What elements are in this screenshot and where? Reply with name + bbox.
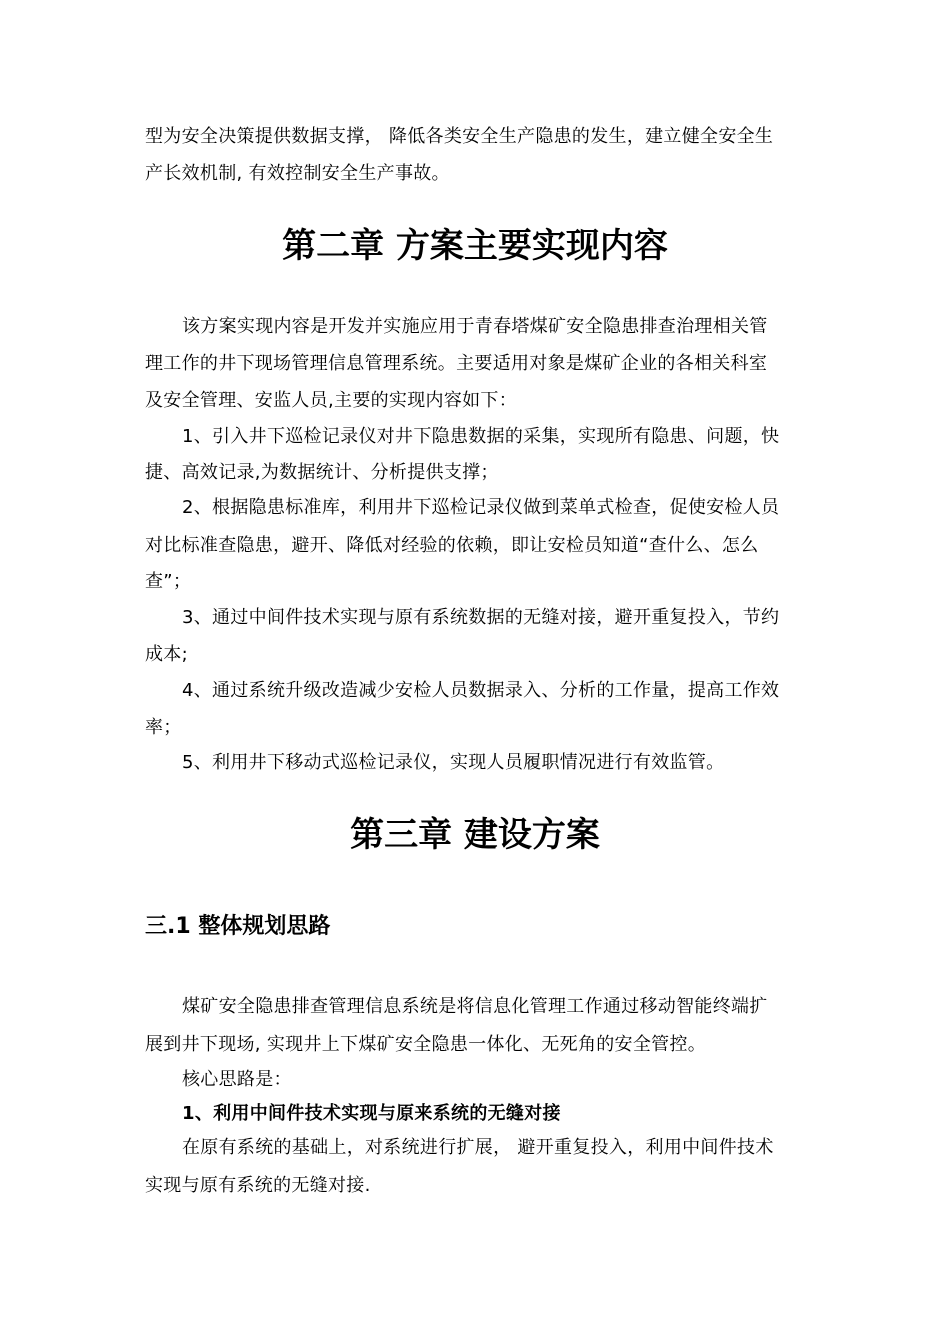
list-item-3-line-2: 成本; [145, 644, 188, 665]
chapter2-para-line-1: 该方案实现内容是开发并实施应用于青春塔煤矿安全隐患排查治理相关管 [182, 316, 768, 337]
intro-line-2: 产长效机制, 有效控制安全生产事故。 [145, 163, 450, 184]
chapter2-title: 第二章 方案主要实现内容 [282, 226, 668, 266]
list-item-1-line-2: 捷、高效记录,为数据统计、分析提供支撑； [145, 462, 499, 483]
list-item-5-line-1: 5、利用井下移动式巡检记录仪，实现人员履职情况进行有效监管。 [182, 752, 725, 773]
chapter2-para-line-2: 理工作的井下现场管理信息管理系统。主要适用对象是煤矿企业的各相关科室 [145, 353, 768, 374]
list-item-4-line-2: 率； [145, 717, 182, 738]
core-idea-label: 核心思路是： [182, 1069, 292, 1090]
chapter3-para-line-2: 展到井下现场, 实现井上下煤矿安全隐患一体化、无死角的安全管控。 [145, 1034, 707, 1055]
list-item-3-line-1: 3、通过中间件技术实现与原有系统数据的无缝对接，避开重复投入，节约 [182, 607, 780, 628]
chapter3-para-line-1: 煤矿安全隐患排查管理信息系统是将信息化管理工作通过移动智能终端扩 [182, 996, 768, 1017]
point-1-line-2: 实现与原有系统的无缝对接. [145, 1175, 371, 1196]
point-1-title: 1、利用中间件技术实现与原来系统的无缝对接 [182, 1103, 561, 1124]
chapter3-title: 第三章 建设方案 [350, 815, 600, 855]
list-item-2-line-1: 2、根据隐患标准库，利用井下巡检记录仪做到菜单式检查，促使安检人员 [182, 497, 780, 518]
list-item-4-line-1: 4、通过系统升级改造减少安检人员数据录入、分析的工作量，提高工作效 [182, 680, 780, 701]
list-item-2-line-3: 查”； [145, 571, 192, 592]
chapter2-para-line-3: 及安全管理、安监人员,主要的实现内容如下： [145, 390, 518, 411]
list-item-1-line-1: 1、引入井下巡检记录仪对井下隐患数据的采集，实现所有隐患、问题，快 [182, 426, 780, 447]
point-1-line-1: 在原有系统的基础上，对系统进行扩展， 避开重复投入，利用中间件技术 [182, 1137, 774, 1158]
section-title: 三.1 整体规划思路 [145, 914, 331, 939]
intro-line-1: 型为安全决策提供数据支撑， 降低各类安全生产隐患的发生，建立健全安全生 [145, 126, 774, 147]
list-item-2-line-2: 对比标准查隐患，避开、降低对经验的依赖，即让安检员知道“查什么、怎么 [145, 535, 759, 556]
